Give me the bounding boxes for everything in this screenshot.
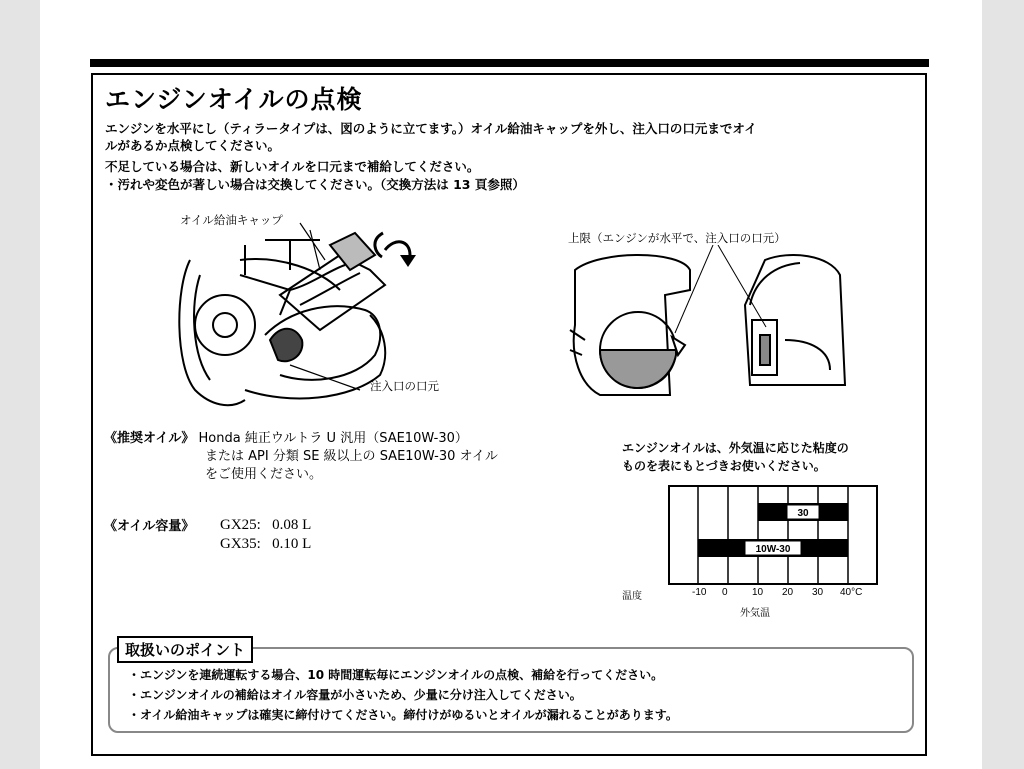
recommended-oil-line1: Honda 純正ウルトラ U 汎用（SAE10W-30）: [198, 431, 468, 446]
recommended-oil-line3: をご使用ください。: [205, 467, 323, 482]
top-rule: [90, 59, 929, 67]
chart-border: [669, 486, 877, 584]
capacity-row: [220, 517, 311, 534]
upper-level-label: 上限（エンジンが水平で、注入口の口元）: [568, 231, 786, 245]
capacity-model: GX35:: [220, 536, 261, 552]
outside-temp-label: 外気温: [740, 608, 770, 619]
x-tick-label: 30: [812, 587, 824, 598]
recommended-oil-line2: または API 分類 SE 級以上の SAE10W-30 オイル: [205, 449, 498, 464]
tip-item: ・エンジンを連続運転する場合、10 時間運転毎にエンジンオイルの点検、補給を行ってください。: [128, 668, 664, 682]
capacity-value: 0.10 L: [272, 536, 312, 552]
viscosity-chart: [668, 485, 878, 585]
viscosity-note-1: エンジンオイルは、外気温に応じた粘度の: [622, 441, 849, 455]
tip-item: ・エンジンオイルの補給はオイル容量が小さいため、少量に分け注入してください。: [128, 688, 582, 702]
oil-level-diagram: [560, 245, 860, 415]
x-tick-label: 20: [782, 587, 794, 598]
chart-bar-label: 30: [797, 508, 809, 519]
recommended-oil-label: 《推奨オイル》: [104, 431, 195, 446]
capacity-label: 《オイル容量》: [104, 519, 195, 534]
x-tick-label: -10: [692, 587, 707, 598]
capacity-model: GX25:: [220, 517, 261, 533]
tip-item: ・オイル給油キャップは確実に締付けてください。締付けがゆるいとオイルが漏れることがあります。: [128, 708, 678, 722]
intro-line-3: 不足している場合は、新しいオイルを口元まで補給してください。: [105, 159, 480, 174]
intro-line-1: エンジンを水平にし（ティラータイプは、図のように立てます。）オイル給油キャップを外し、注入口の口元までオイ: [105, 121, 757, 136]
capacity-value: 0.08 L: [272, 517, 312, 533]
viscosity-note-2: ものを表にもとづきお使いください。: [622, 459, 826, 473]
intro-line-4: ・汚れや変色が著しい場合は交換してください。（交換方法は 13 頁参照）: [105, 177, 525, 192]
tips-title: 取扱いのポイント: [117, 636, 253, 663]
capacity-row: [220, 536, 311, 553]
x-tick-label: 10: [752, 587, 764, 598]
chart-bar-label: 10W-30: [755, 544, 791, 555]
cap-label: オイル給油キャップ: [180, 213, 283, 227]
intro-line-2: ルがあるか点検してください。: [105, 138, 281, 153]
x-tick-label: 0: [722, 587, 728, 598]
inlet-label: 注入口の口元: [370, 379, 439, 393]
x-tick-label: 40°C: [840, 587, 863, 598]
page-title: エンジンオイルの点検: [105, 85, 363, 114]
temp-label: 温度: [622, 591, 642, 602]
